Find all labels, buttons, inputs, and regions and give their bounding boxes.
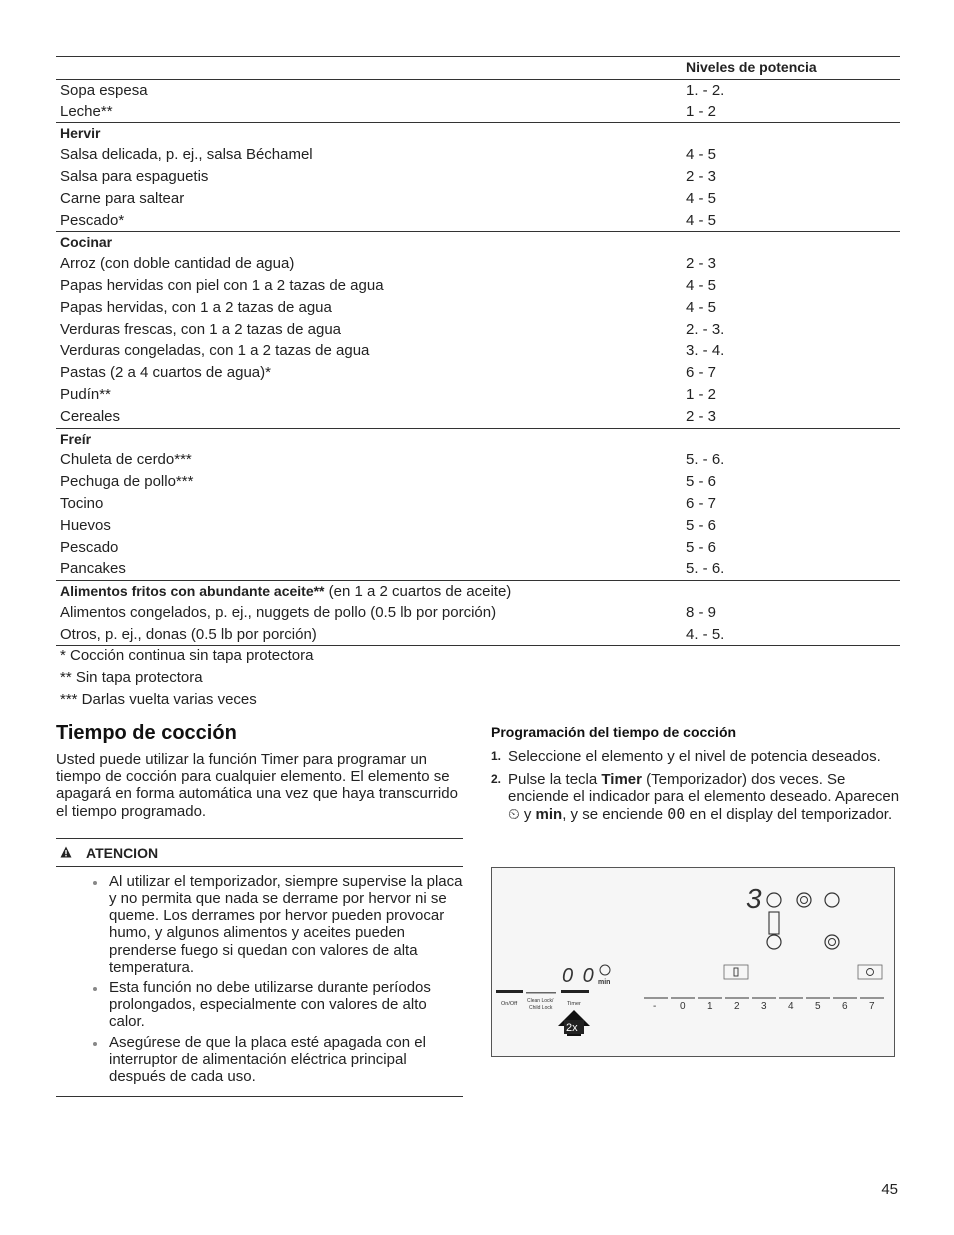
table-row: [56, 210, 900, 232]
section-title: Hervir: [60, 125, 101, 142]
timer-bar: [561, 990, 589, 993]
timer-programming-section: [491, 724, 900, 829]
power-level: 1. - 2.: [686, 81, 725, 99]
section-label: [60, 123, 100, 145]
section-label: [60, 581, 511, 603]
step-number: 1.: [491, 749, 502, 763]
step-text: en el display del temporizador.: [685, 805, 893, 823]
steps-list: [491, 748, 900, 823]
power-level: 1 - 2: [686, 102, 717, 120]
table-row: [56, 406, 900, 428]
scale-label: 0: [680, 1001, 686, 1012]
timer-symbol-icon: ⏲: [508, 804, 520, 823]
table-row: [56, 101, 900, 123]
subsection-title: Programación del tiempo de cocción: [491, 724, 737, 740]
power-level: 5 - 6: [686, 473, 717, 491]
section-row: [56, 428, 900, 450]
burner-indicator: [767, 935, 781, 949]
burner-indicator: [801, 897, 808, 904]
power-level: 2. - 3.: [686, 320, 725, 338]
section-row: [56, 580, 900, 602]
table-row: [56, 166, 900, 188]
food-name: Verduras frescas, con 1 a 2 tazas de agua: [60, 320, 342, 338]
table-row: [56, 493, 900, 515]
food-name: Tocino: [60, 494, 104, 512]
food-name: Pastas (2 a 4 cuartos de agua)*: [60, 364, 271, 382]
power-level: 4 - 5: [686, 211, 717, 229]
food-name: Leche**: [60, 102, 113, 120]
power-level: 5 - 6: [686, 516, 717, 534]
section-row: [56, 231, 900, 253]
food-name: Otros, p. ej., donas (0.5 lb por porción): [60, 625, 317, 643]
section-row: [56, 122, 900, 144]
caution-list: [56, 867, 463, 1096]
food-name: Cereales: [60, 407, 121, 425]
table-row: [56, 319, 900, 341]
food-name: Verduras congeladas, con 1 a 2 tazas de agua: [60, 342, 370, 360]
food-name: Papas hervidas con piel con 1 a 2 tazas de agua: [60, 276, 384, 294]
burner-indicator: [797, 893, 811, 907]
footnote: ** Sin tapa protectora: [60, 669, 203, 686]
cooking-time-section: [56, 722, 463, 1097]
footnote: *** Darlas vuelta varias veces: [60, 691, 257, 708]
food-name: Huevos: [60, 516, 111, 534]
table-row: [56, 449, 900, 471]
table-row: [56, 297, 900, 319]
scale-label: 5: [815, 1001, 821, 1012]
timer-key: Timer: [567, 1001, 581, 1007]
table-row: [56, 144, 900, 166]
caution-box: [56, 838, 463, 1097]
burner-indicator: [767, 893, 781, 907]
lock-bar: [526, 992, 556, 994]
scale-label: 1: [707, 1001, 713, 1012]
food-name: Pancakes: [60, 560, 126, 578]
table-row: [56, 275, 900, 297]
table-row: [56, 624, 900, 646]
table-row: [56, 340, 900, 362]
table-row: [56, 384, 900, 406]
food-name: Pescado: [60, 538, 119, 556]
food-name: Chuleta de cerdo***: [60, 451, 192, 469]
power-level: 4 - 5: [686, 146, 717, 164]
intro-text: Usted puede utilizar la función Timer para programar un tiempo de cocción para cualquier elemento. El elemento se apagará en forma automática una vez que haya transcurrido el tiempo programado.: [56, 751, 458, 820]
warning-icon: [56, 839, 86, 867]
min-label: min: [535, 805, 563, 823]
table-row: [56, 602, 900, 624]
food-name: Arroz (con doble cantidad de agua): [60, 255, 295, 273]
power-display-digit: 3: [746, 883, 762, 914]
food-name: Carne para saltear: [60, 189, 185, 207]
footnote: * Cocción continua sin tapa protectora: [60, 647, 314, 664]
table-row: [56, 515, 900, 537]
power-level: 5. - 6.: [686, 451, 725, 469]
on-off-bar: [496, 990, 523, 993]
child-lock-key: Child Lock: [529, 1005, 553, 1011]
table-row: [56, 558, 900, 580]
power-level: 2 - 3: [686, 167, 717, 185]
burner-indicator: [825, 893, 839, 907]
zone-key-icon: [867, 969, 874, 976]
food-name: Pudín**: [60, 385, 111, 403]
section-label: [60, 232, 112, 254]
step-2: [491, 771, 900, 823]
scale-label: 2: [734, 1001, 740, 1012]
power-level: 4. - 5.: [686, 625, 725, 643]
table-row: [56, 537, 900, 559]
section-title: Freír: [60, 430, 92, 447]
list-item: Al utilizar el temporizador, siempre supervise la placa y no permita que nada se derrame por hervor ni se queme. Los derrames por hervor pueden provocar humo, y algunos alimentos y aceites pueden prenderse fuego si quedan con valores de alta temperatura.: [90, 873, 463, 976]
power-level: 4 - 5: [686, 276, 717, 294]
zone-key: [858, 965, 882, 979]
press-count: 2x: [566, 1022, 578, 1034]
power-scale: [644, 998, 884, 1012]
control-panel-illustration: [491, 867, 895, 1057]
scale-label: 4: [788, 1001, 794, 1012]
food-name: Pescado*: [60, 211, 125, 229]
power-level: 5. - 6.: [686, 560, 725, 578]
power-level: 1 - 2: [686, 385, 717, 403]
step-text: , y se enciende: [562, 805, 668, 823]
timer-clock-icon: [600, 965, 610, 975]
table-row: [56, 188, 900, 210]
list-item: Esta función no debe utilizarse durante períodos prolongados, especialmente con valores de alto calor.: [90, 979, 463, 1031]
bridge-indicator: [769, 912, 779, 934]
zero-display-symbol: 00: [667, 804, 686, 823]
section-title: Tiempo de cocción: [56, 722, 237, 744]
power-levels-table: [56, 56, 900, 646]
on-off-key: On/Off: [501, 1001, 518, 1007]
burner-indicator: [829, 939, 836, 946]
timer-key-label: Timer: [601, 771, 642, 789]
step-text: (Temporizador) dos veces. Se enciende el indicador para el elemento deseado. Aparecen: [508, 771, 900, 806]
power-level: 6 - 7: [686, 364, 717, 382]
power-level: 4 - 5: [686, 189, 717, 207]
power-level: 5 - 6: [686, 538, 717, 556]
power-level: 2 - 3: [686, 407, 717, 425]
header-levels: Niveles de potencia: [686, 59, 817, 75]
timer-display: 0 0: [562, 965, 596, 987]
clean-lock-key: Clean Lock/: [527, 998, 554, 1004]
food-name: Salsa delicada, p. ej., salsa Béchamel: [60, 146, 313, 164]
step-text: Seleccione el elemento y el nivel de potencia deseados.: [508, 748, 881, 765]
food-name: Pechuga de pollo***: [60, 473, 194, 491]
table-header: [56, 57, 900, 79]
caution-title: ATENCION: [86, 844, 159, 861]
burner-indicator: [825, 935, 839, 949]
section-title: Cocinar: [60, 234, 113, 251]
food-name: Sopa espesa: [60, 81, 148, 99]
food-name: Salsa para espaguetis: [60, 167, 209, 185]
section-note: (en 1 a 2 cuartos de aceite): [324, 583, 512, 601]
food-name: Papas hervidas, con 1 a 2 tazas de agua: [60, 298, 332, 316]
power-level: 6 - 7: [686, 494, 717, 512]
step-number: 2.: [491, 772, 502, 787]
section-title: Alimentos fritos con abundante aceite**: [60, 583, 325, 600]
scale-label: 7: [869, 1001, 875, 1012]
table-row: [56, 471, 900, 493]
zone-key-icon: [734, 968, 738, 976]
section-label: [60, 429, 91, 451]
step-text: Pulse la tecla: [508, 771, 602, 789]
power-level: 4 - 5: [686, 298, 717, 316]
power-level: 2 - 3: [686, 255, 717, 273]
zone-key: [724, 965, 748, 979]
table-row: [56, 362, 900, 384]
footnotes: [60, 645, 313, 711]
power-level: 8 - 9: [686, 603, 717, 621]
caution-header: [56, 839, 463, 867]
step-1: [491, 748, 900, 765]
page-number: 45: [881, 1181, 898, 1198]
food-name: Alimentos congelados, p. ej., nuggets de pollo (0.5 lb por porción): [60, 603, 497, 621]
list-item: Asegúrese de que la placa esté apagada con el interruptor de alimentación eléctrica principal después de cada uso.: [90, 1034, 463, 1086]
scale-label: 3: [761, 1001, 767, 1012]
scale-label: -: [653, 1001, 657, 1012]
timer-min-label: min: [598, 979, 611, 986]
table-row: [56, 253, 900, 275]
table-row: [56, 79, 900, 101]
scale-label: 6: [842, 1001, 848, 1012]
step-text: y: [519, 805, 536, 823]
power-level: 3. - 4.: [686, 342, 725, 360]
